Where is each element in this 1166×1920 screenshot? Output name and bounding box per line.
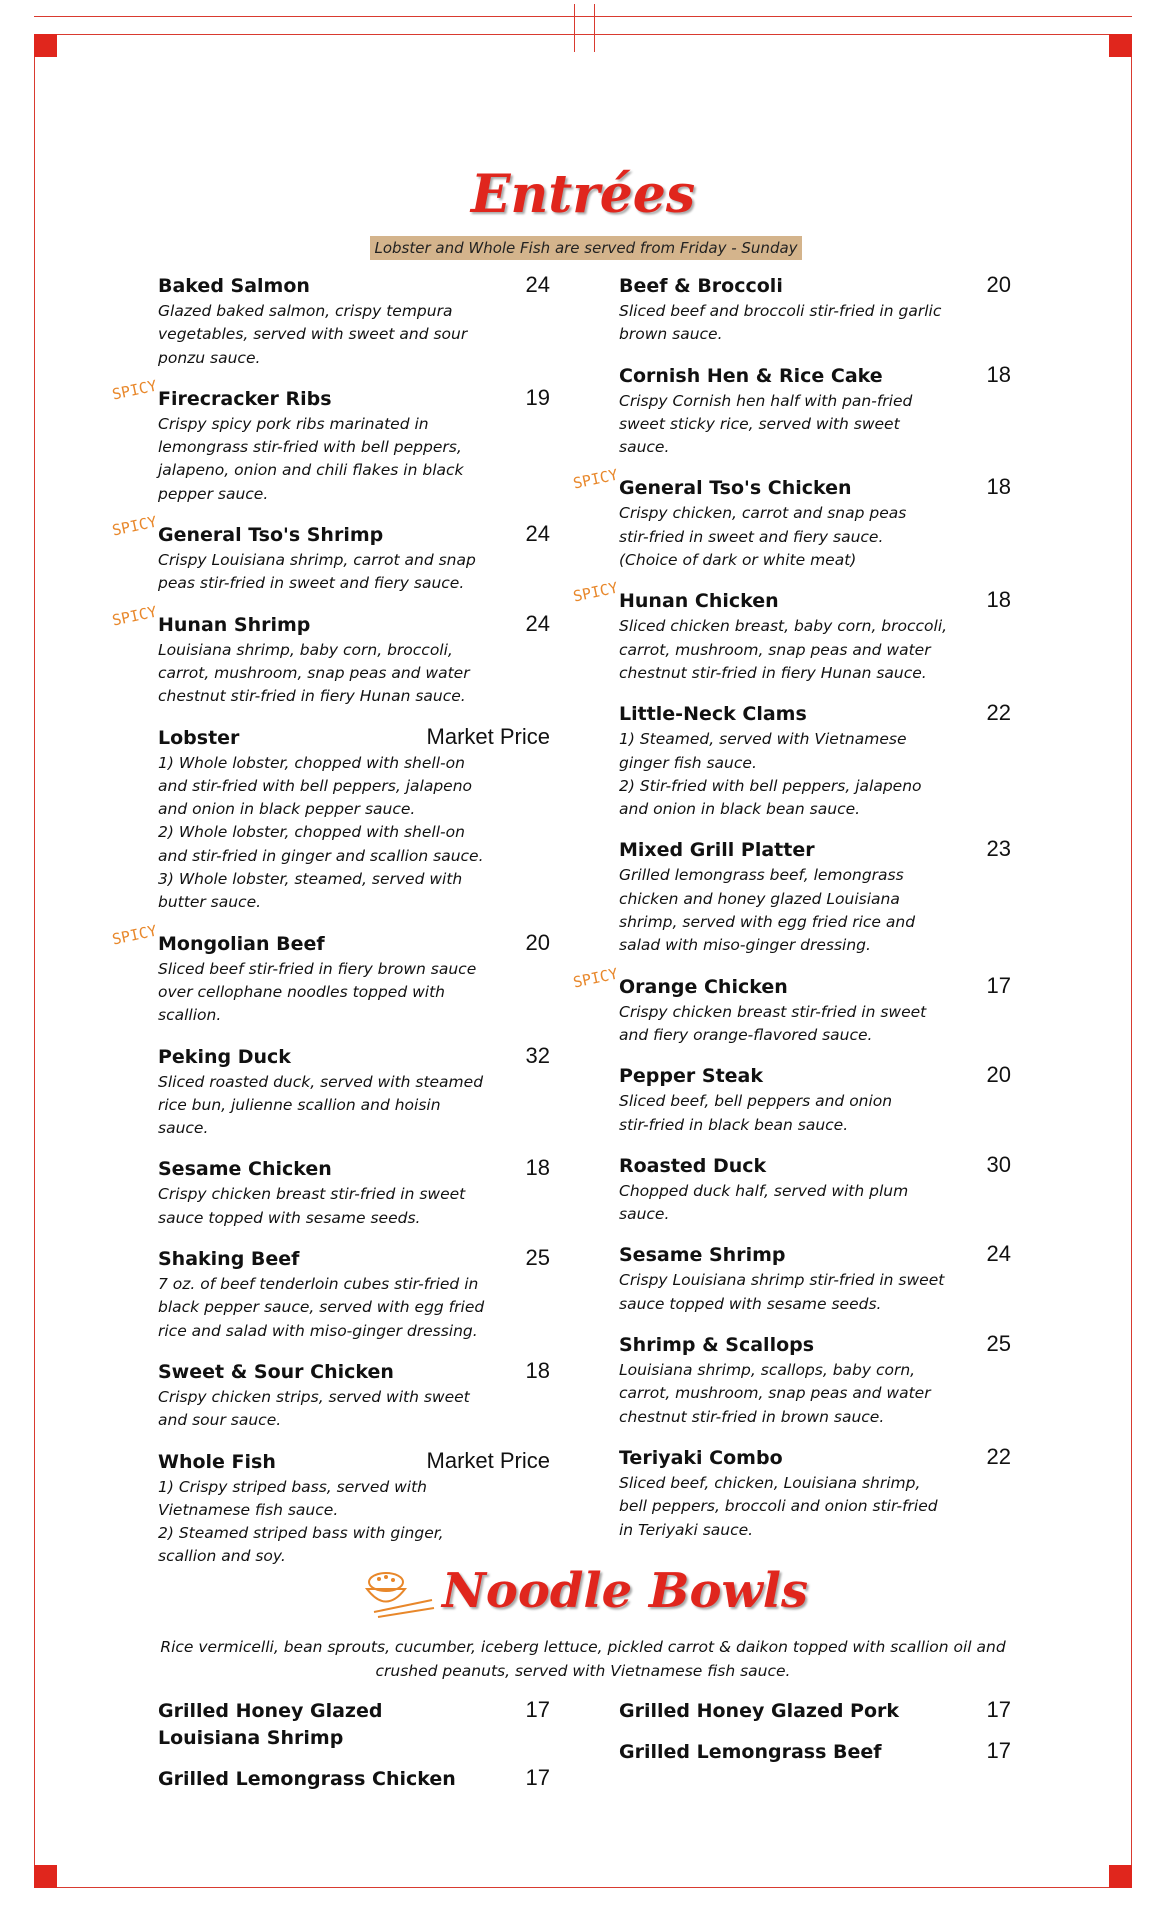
noodle-bowls-intro xyxy=(150,1636,1016,1683)
description-line: Chopped duck half, served with plum xyxy=(619,1181,909,1200)
description-line: chicken and honey glazed Louisiana xyxy=(619,889,900,908)
menu-item-name: Beef & Broccoli xyxy=(619,275,783,297)
menu-item xyxy=(110,376,550,506)
description-line: Louisiana shrimp, baby corn, broccoli, xyxy=(158,640,453,659)
menu-item-price: 22 xyxy=(986,1443,1011,1469)
description-line: sauce topped with sesame seeds. xyxy=(158,1208,421,1227)
menu-item xyxy=(619,271,1011,347)
entrees-left-column xyxy=(110,271,550,1583)
menu-item-description xyxy=(619,1269,1011,1316)
menu-item-header xyxy=(619,1330,1011,1359)
menu-item-description xyxy=(158,1476,550,1569)
description-line: 2) Stir-fried with bell peppers, jalapeno xyxy=(619,776,922,795)
menu-item-header xyxy=(619,1696,1011,1725)
menu-item xyxy=(619,1737,1011,1766)
menu-item-description xyxy=(158,752,550,915)
description-line: Crispy Cornish hen half with pan-fried xyxy=(619,391,913,410)
noodles-left-column xyxy=(158,1696,550,1805)
menu-item xyxy=(110,602,550,709)
menu-item-price: 18 xyxy=(986,361,1011,387)
description-line: 1) Crispy striped bass, served with xyxy=(158,1477,428,1496)
description-line: Glazed baked salmon, crispy tempura xyxy=(158,302,453,320)
menu-item-description xyxy=(619,1001,1011,1048)
description-line: rice and salad with miso-ginger dressing. xyxy=(158,1321,478,1340)
corner-square-bottom-left xyxy=(34,1865,57,1888)
menu-item-header xyxy=(619,271,1011,300)
description-line: Crispy chicken breast stir-fried in sweet xyxy=(619,1002,927,1021)
description-line: carrot, mushroom, snap peas and water xyxy=(619,1384,931,1403)
description-line: sauce. xyxy=(619,438,670,457)
menu-item-name: Hunan Shrimp xyxy=(158,613,311,636)
description-line: Crispy spicy pork ribs marinated in xyxy=(158,414,429,433)
top-tick-right xyxy=(594,4,595,52)
description-line: and fiery orange-flavored sauce. xyxy=(619,1025,873,1044)
menu-item-header xyxy=(619,972,1011,1001)
menu-item-name: Shrimp & Scallops xyxy=(619,1334,815,1357)
description-line: sauce topped with sesame seeds. xyxy=(619,1294,882,1313)
menu-item-description xyxy=(619,1090,1011,1137)
menu-item-header xyxy=(158,1696,550,1752)
menu-item-header xyxy=(619,1737,1011,1766)
menu-item xyxy=(619,699,1011,821)
menu-item xyxy=(619,1443,1011,1542)
menu-item xyxy=(571,578,1011,685)
menu-item-header xyxy=(158,610,550,639)
menu-item-header xyxy=(619,361,1011,390)
menu-item-description xyxy=(619,390,1011,460)
description-line: 2) Whole lobster, chopped with shell-on xyxy=(158,823,465,842)
menu-item-header xyxy=(619,1443,1011,1472)
menu-item-header xyxy=(158,723,550,752)
menu-item-price: 24 xyxy=(986,1241,1011,1267)
menu-item-name: Hunan Chicken xyxy=(619,590,779,613)
menu-item-name: General Tso's Shrimp xyxy=(158,524,384,547)
description-line: Sliced beef stir-fried in fiery brown sauce xyxy=(158,959,477,978)
description-line: Vietnamese fish sauce. xyxy=(158,1500,339,1519)
menu-item-header xyxy=(158,520,550,549)
frame-bottom-border xyxy=(34,1887,1132,1888)
description-line: Sliced beef, bell peppers and onion xyxy=(619,1092,893,1111)
menu-item-description xyxy=(158,958,550,1028)
menu-item-header xyxy=(619,1061,1011,1090)
description-line: and onion in black pepper sauce. xyxy=(158,800,416,819)
description-line: Crispy chicken breast stir-fried in sweet xyxy=(158,1185,466,1204)
description-line: 7 oz. of beef tenderloin cubes stir-fried in xyxy=(158,1275,479,1294)
menu-item-price: 24 xyxy=(525,272,550,297)
description-line: bell peppers, broccoli and onion stir-fried xyxy=(619,1497,938,1516)
menu-item xyxy=(619,1330,1011,1429)
noodle-bowls-title: Noodle Bowls xyxy=(441,1563,809,1619)
menu-item-header xyxy=(158,1357,550,1386)
frame-top-border xyxy=(34,34,1132,35)
noodle-intro-line: crushed peanuts, served with Vietnamese fish sauce. xyxy=(375,1661,791,1680)
description-line: brown sauce. xyxy=(619,325,723,344)
description-line: butter sauce. xyxy=(158,893,262,912)
menu-item-name: Orange Chicken xyxy=(619,975,788,998)
description-line: and stir-fried with bell peppers, jalapeno xyxy=(158,776,473,795)
menu-item xyxy=(158,271,550,370)
top-rule xyxy=(34,16,1132,17)
menu-item-header xyxy=(619,473,1011,502)
description-line: Crispy chicken strips, served with sweet xyxy=(158,1387,470,1406)
menu-item-price: 17 xyxy=(525,1697,550,1722)
description-line: vegetables, served with sweet and sour xyxy=(158,325,468,344)
menu-item-price: 17 xyxy=(986,972,1011,998)
menu-item-price: 17 xyxy=(525,1765,550,1790)
menu-item-price: Market Price xyxy=(426,723,550,749)
menu-item-price: 25 xyxy=(525,1245,550,1271)
entrees-right-column xyxy=(571,271,1011,1556)
menu-item-price: 18 xyxy=(986,474,1011,500)
menu-item-description xyxy=(619,728,1011,821)
menu-item-description xyxy=(158,1071,550,1141)
corner-square-top-left xyxy=(34,34,57,57)
menu-item-price: 20 xyxy=(525,929,550,955)
menu-item-price: 17 xyxy=(986,1738,1011,1763)
menu-item xyxy=(619,361,1011,460)
menu-item-name: Sesame Chicken xyxy=(158,1158,332,1181)
menu-item-name: Sesame Shrimp xyxy=(619,1244,786,1267)
menu-item-price: 18 xyxy=(525,1357,550,1383)
menu-item-description xyxy=(158,1273,550,1343)
menu-item-name: Sweet & Sour Chicken xyxy=(158,1360,394,1383)
menu-item-price: 22 xyxy=(986,700,1011,726)
spicy-label: SPICY xyxy=(110,921,159,949)
menu-item-header xyxy=(158,384,550,413)
description-line: 1) Steamed, served with Vietnamese xyxy=(619,730,907,749)
description-line: ginger fish sauce. xyxy=(619,753,757,772)
menu-item xyxy=(158,1244,550,1343)
description-line: scallion. xyxy=(158,1006,222,1025)
description-line: Crispy Louisiana shrimp stir-fried in sweet xyxy=(619,1271,945,1290)
menu-item-header xyxy=(619,835,1011,864)
corner-square-top-right xyxy=(1109,34,1132,57)
description-line: and onion in black bean sauce. xyxy=(619,800,861,819)
description-line: and stir-fried in ginger and scallion sauce. xyxy=(158,846,484,865)
menu-item-header xyxy=(619,1240,1011,1269)
menu-item-description xyxy=(619,864,1011,957)
description-line: 3) Whole lobster, steamed, served with xyxy=(158,870,463,889)
description-line: Sliced roasted duck, served with steamed xyxy=(158,1072,484,1091)
description-line: and sour sauce. xyxy=(158,1411,282,1430)
menu-item-header xyxy=(158,1042,550,1071)
description-line: over cellophane noodles topped with xyxy=(158,982,445,1001)
menu-item xyxy=(571,964,1011,1048)
menu-item-description xyxy=(158,549,550,596)
spicy-label: SPICY xyxy=(571,465,620,493)
menu-item-price: 24 xyxy=(525,521,550,547)
menu-item-price: 17 xyxy=(986,1697,1011,1722)
menu-item-header xyxy=(158,929,550,958)
menu-item-description xyxy=(158,1386,550,1433)
menu-item-price: 18 xyxy=(986,587,1011,613)
top-tick-left xyxy=(574,4,575,52)
description-line: chestnut stir-fried in fiery Hunan sauce. xyxy=(158,687,466,706)
description-line: 2) Steamed striped bass with ginger, xyxy=(158,1524,444,1543)
description-line: sauce. xyxy=(619,1205,670,1224)
description-line: Grilled lemongrass beef, lemongrass xyxy=(619,866,904,885)
menu-item-name: Grilled Honey Glazed Louisiana Shrimp xyxy=(158,1700,383,1749)
spicy-label: SPICY xyxy=(571,964,620,992)
menu-item-header xyxy=(619,1151,1011,1180)
spicy-label: SPICY xyxy=(110,512,159,540)
menu-item-header xyxy=(158,1764,550,1793)
description-line: (Choice of dark or white meat) xyxy=(619,551,857,570)
menu-item-header xyxy=(619,699,1011,728)
menu-item-name: Little-Neck Clams xyxy=(619,703,807,726)
menu-item-description xyxy=(619,615,1011,685)
description-line: black pepper sauce, served with egg fried xyxy=(158,1298,485,1317)
noodles-right-column xyxy=(619,1696,1011,1778)
description-line: carrot, mushroom, snap peas and water xyxy=(619,640,931,659)
menu-item-price: 30 xyxy=(986,1151,1011,1177)
menu-item-price: 23 xyxy=(986,836,1011,862)
description-line: Sliced beef, chicken, Louisiana shrimp, xyxy=(619,1473,921,1492)
menu-item-description xyxy=(158,300,550,370)
menu-item xyxy=(571,465,1011,572)
description-line: pepper sauce. xyxy=(158,484,269,503)
menu-item xyxy=(158,1447,550,1569)
menu-item xyxy=(619,1151,1011,1227)
menu-item xyxy=(158,1042,550,1141)
menu-item-name: Teriyaki Combo xyxy=(619,1446,783,1469)
menu-item-name: Lobster xyxy=(158,726,240,749)
menu-item-name: Firecracker Ribs xyxy=(158,387,332,410)
menu-item-name: Grilled Honey Glazed Pork xyxy=(619,1700,900,1722)
description-line: salad with miso-ginger dressing. xyxy=(619,936,871,955)
menu-item-name: Grilled Lemongrass Chicken xyxy=(158,1768,456,1790)
description-line: Louisiana shrimp, scallops, baby corn, xyxy=(619,1361,916,1380)
menu-item-description xyxy=(619,1180,1011,1227)
description-line: lemongrass stir-fried with bell peppers, xyxy=(158,438,462,457)
menu-item-name: Whole Fish xyxy=(158,1450,276,1473)
description-line: stir-fried in sweet and fiery sauce. xyxy=(619,527,884,546)
spicy-label: SPICY xyxy=(110,602,159,630)
menu-item-description xyxy=(619,502,1011,572)
menu-item-header xyxy=(619,586,1011,615)
description-line: 1) Whole lobster, chopped with shell-on xyxy=(158,753,465,772)
description-line: sauce. xyxy=(158,1119,209,1138)
menu-item-price: 20 xyxy=(986,272,1011,297)
menu-item xyxy=(110,921,550,1028)
availability-notice: Lobster and Whole Fish are served from Friday - Sunday xyxy=(370,236,802,260)
menu-item xyxy=(158,1696,550,1752)
menu-item-description xyxy=(158,1183,550,1230)
description-line: chestnut stir-fried in fiery Hunan sauce. xyxy=(619,663,927,682)
description-line: stir-fried in black bean sauce. xyxy=(619,1115,849,1134)
menu-item xyxy=(158,723,550,915)
menu-item xyxy=(619,1061,1011,1137)
description-line: shrimp, served with egg fried rice and xyxy=(619,913,916,932)
menu-item-price: 19 xyxy=(525,384,550,410)
description-line: peas stir-fried in sweet and fiery sauce. xyxy=(158,574,465,593)
description-line: chestnut stir-fried in brown sauce. xyxy=(619,1407,885,1426)
menu-item xyxy=(619,1240,1011,1316)
description-line: Sliced chicken breast, baby corn, broccoli, xyxy=(619,617,948,636)
description-line: Crispy chicken, carrot and snap peas xyxy=(619,504,907,523)
menu-item-description xyxy=(619,1472,1011,1542)
menu-item-name: Pepper Steak xyxy=(619,1065,763,1088)
menu-item-name: Grilled Lemongrass Beef xyxy=(619,1741,882,1763)
menu-item-name: Mixed Grill Platter xyxy=(619,839,815,862)
menu-item xyxy=(158,1764,550,1793)
menu-item-price: 20 xyxy=(986,1062,1011,1088)
menu-item-description xyxy=(619,1359,1011,1429)
menu-item-price: 32 xyxy=(525,1042,550,1068)
description-line: in Teriyaki sauce. xyxy=(619,1520,754,1539)
description-line: ponzu sauce. xyxy=(158,348,261,367)
menu-item-header xyxy=(158,1154,550,1183)
menu-item-price: 24 xyxy=(525,610,550,636)
menu-item-name: Shaking Beef xyxy=(158,1248,300,1271)
menu-item-description xyxy=(158,413,550,506)
description-line: rice bun, julienne scallion and hoisin xyxy=(158,1095,441,1114)
description-line: scallion and soy. xyxy=(158,1547,286,1566)
menu-item-name: Roasted Duck xyxy=(619,1154,767,1177)
menu-item xyxy=(619,1696,1011,1725)
menu-item-name: Baked Salmon xyxy=(158,275,310,297)
menu-item-name: Cornish Hen & Rice Cake xyxy=(619,364,883,387)
menu-item-name: Peking Duck xyxy=(158,1045,291,1068)
menu-item xyxy=(158,1357,550,1433)
menu-item-name: Mongolian Beef xyxy=(158,932,325,955)
menu-item-name: General Tso's Chicken xyxy=(619,477,852,500)
menu-item xyxy=(158,1154,550,1230)
spicy-label: SPICY xyxy=(571,578,620,606)
description-line: carrot, mushroom, snap peas and water xyxy=(158,663,470,682)
menu-item xyxy=(619,835,1011,957)
description-line: jalapeno, onion and chili flakes in black xyxy=(158,461,464,480)
menu-item-description xyxy=(158,639,550,709)
menu-item-price: 18 xyxy=(525,1155,550,1181)
menu-item-price: 25 xyxy=(986,1331,1011,1357)
entrees-title: Entrées xyxy=(470,164,696,225)
menu-item-header xyxy=(158,271,550,300)
spicy-label: SPICY xyxy=(110,376,159,404)
description-line: Crispy Louisiana shrimp, carrot and snap xyxy=(158,551,476,570)
description-line: Sliced beef and broccoli stir-fried in garlic xyxy=(619,302,942,320)
corner-square-bottom-right xyxy=(1109,1865,1132,1888)
menu-item-header xyxy=(158,1244,550,1273)
menu-item-description xyxy=(619,300,1011,347)
description-line: sweet sticky rice, served with sweet xyxy=(619,414,900,433)
menu-item-price: Market Price xyxy=(426,1447,550,1473)
menu-item xyxy=(110,512,550,596)
noodle-intro-line: Rice vermicelli, bean sprouts, cucumber, iceberg lettuce, pickled carrot & daikon topped with scallion oil and xyxy=(160,1638,1006,1656)
menu-item-header xyxy=(158,1447,550,1476)
